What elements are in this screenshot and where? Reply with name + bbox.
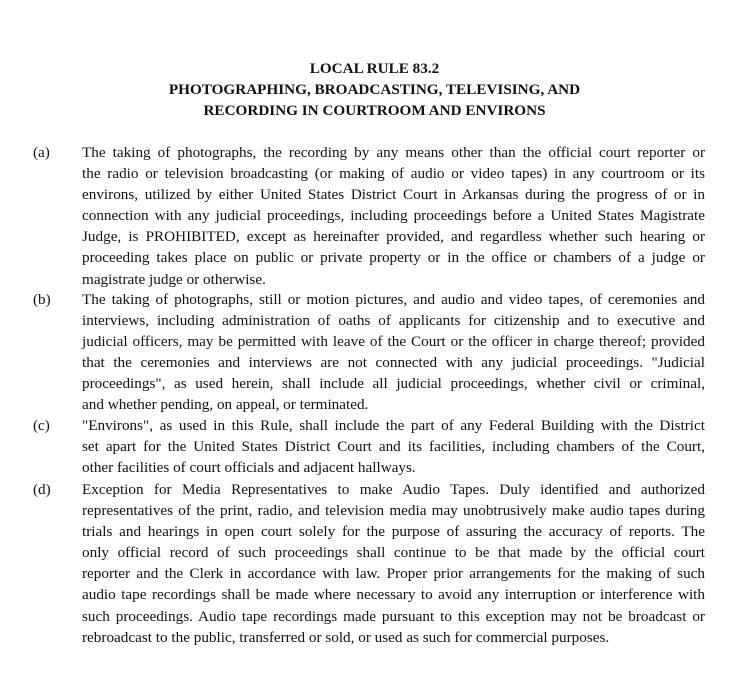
text-line: other facilities of court officials and adjacent hallways.: [82, 459, 416, 477]
text-line: Judge, is PROHIBITED, except as hereinafter provided, and regardless whether such hearing or: [82, 228, 705, 246]
rule-number: LOCAL RULE 83.2: [309, 60, 440, 77]
text-line: judicial officers, may be permitted with leave of the Court or the officer in charge thereof; provided: [82, 333, 705, 351]
text-line: Exception for Media Representatives to make Audio Tapes. Duly identified and authorized: [82, 481, 705, 498]
text-line: audio tape recordings shall be made where necessary to avoid any interruption or interference with: [82, 586, 705, 604]
section-label: (a): [33, 144, 50, 161]
section-label: (b): [33, 291, 51, 308]
rule-title-line-2: RECORDING IN COURTROOM AND ENVIRONS: [203, 102, 546, 119]
text-line: set apart for the United States District Court and its facilities, including chambers of the Court,: [82, 438, 705, 456]
rule-title-line-1: PHOTOGRAPHING, BROADCASTING, TELEVISING, AND: [168, 81, 581, 98]
text-line: such proceedings. Audio tape recordings made pursuant to this exception may not be broadcast or: [82, 607, 705, 625]
text-line: connection with any judicial proceedings, including proceedings before a United States Magistrate: [82, 207, 705, 225]
text-line: proceeding takes place on public or private property or in the office or chambers of a judge or: [82, 249, 705, 267]
section-body: [82, 415, 705, 478]
text-line: reporter and the Clerk in accordance with law. Proper prior arrangements for the making of such: [82, 565, 705, 583]
text-line: representatives of the print, radio, and television media may unobtrusively make audio tapes during: [82, 502, 705, 520]
text-line: rebroadcast to the public, transferred or sold, or used as such for commercial purposes.: [82, 628, 610, 646]
section-body: [82, 142, 705, 290]
text-line: magistrate judge or otherwise.: [82, 270, 266, 288]
text-line: "Environs", as used in this Rule, shall include the part of any Federal Building with the District: [82, 417, 705, 434]
text-line: The taking of photographs, still or motion pictures, and audio and video tapes, of ceremonies and: [82, 291, 705, 308]
section-body: [82, 479, 705, 648]
text-line: the radio or television broadcasting (or making of audio or video tapes) in any courtroom or its: [82, 165, 705, 183]
text-line: that the ceremonies and interviews are not connected with any judicial proceedings. "Judicial: [82, 354, 705, 372]
text-line: proceedings", as used herein, shall include all judicial proceedings, whether civil or criminal,: [82, 375, 705, 393]
section-body: [82, 289, 705, 416]
text-line: trials and hearings in open court solely for the purpose of assuring the accuracy of reports. The: [82, 523, 705, 541]
document-title: [0, 58, 749, 121]
text-line: The taking of photographs, the recording by any means other than the official court reporter or: [82, 144, 705, 161]
text-line: interviews, including administration of oaths of applicants for citizenship and to executive and: [82, 312, 705, 330]
section-label: (d): [33, 481, 51, 498]
text-line: and whether pending, on appeal, or terminated.: [82, 396, 369, 414]
text-line: environs, utilized by either United States District Court in Arkansas during the progress of or in: [82, 186, 705, 204]
text-line: only official record of such proceedings shall continue to be that made by the official court: [82, 544, 705, 562]
section-label: (c): [33, 417, 50, 434]
